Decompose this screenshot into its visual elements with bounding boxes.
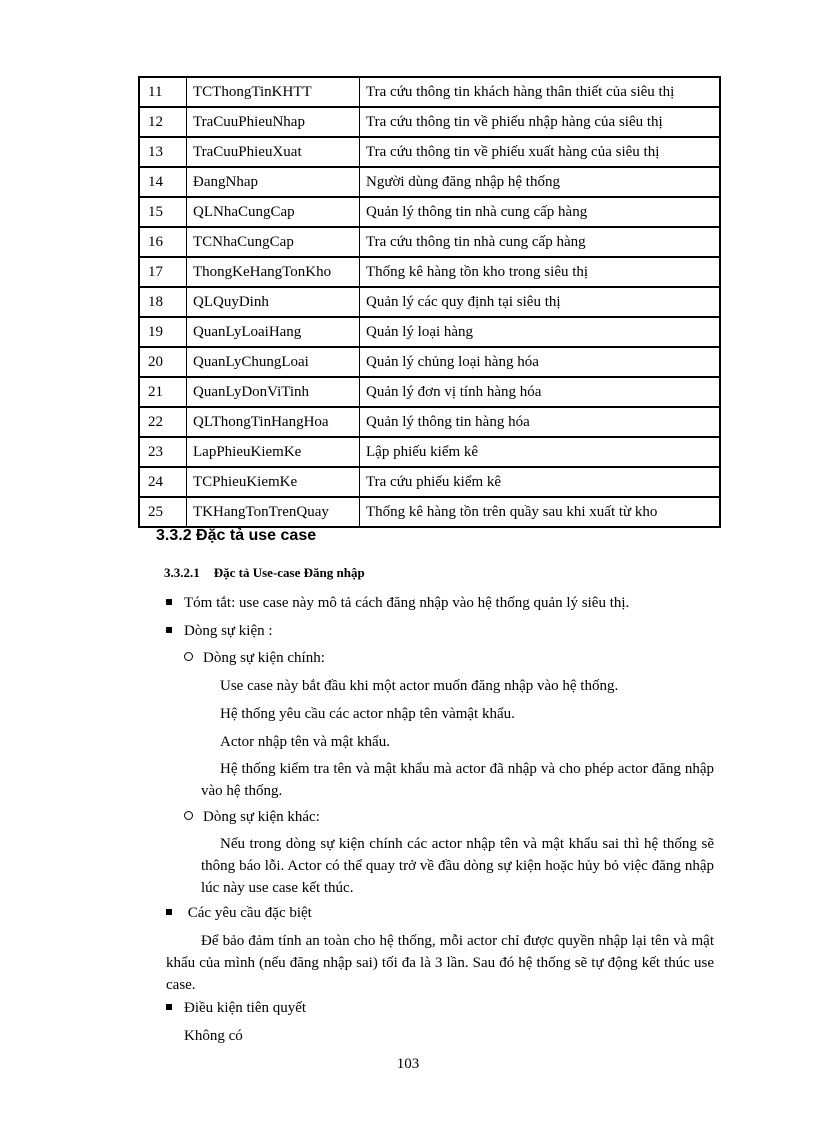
use-case-description-cell: Quản lý thông tin hàng hóa bbox=[360, 407, 721, 437]
alt-flow-item bbox=[184, 807, 320, 827]
subsection-title: Đặc tả Use-case Đăng nhập bbox=[213, 565, 365, 580]
use-case-table-body bbox=[139, 77, 720, 527]
use-case-name-cell: QuanLyDonViTinh bbox=[187, 377, 360, 407]
use-case-name-cell: QuanLyChungLoai bbox=[187, 347, 360, 377]
use-case-description-cell: Tra cứu phiếu kiểm kê bbox=[360, 467, 721, 497]
table-row bbox=[139, 437, 720, 467]
square-bullet-icon bbox=[166, 599, 172, 605]
use-case-description-cell: Tra cứu thông tin khách hàng thân thiết của siêu thị bbox=[360, 77, 721, 107]
use-case-name-cell: QLThongTinHangHoa bbox=[187, 407, 360, 437]
row-number-cell: 16 bbox=[139, 227, 187, 257]
table-row bbox=[139, 407, 720, 437]
main-flow-step-3: Actor nhập tên và mật khẩu. bbox=[220, 734, 390, 750]
table-row bbox=[139, 317, 720, 347]
use-case-name-cell: TKHangTonTrenQuay bbox=[187, 497, 360, 527]
table-row bbox=[139, 287, 720, 317]
row-number-cell: 11 bbox=[139, 77, 187, 107]
use-case-description-cell: Tra cứu thông tin về phiếu nhập hàng của siêu thị bbox=[360, 107, 721, 137]
row-number-cell: 25 bbox=[139, 497, 187, 527]
alt-flow-heading: Dòng sự kiện khác: bbox=[203, 809, 320, 825]
use-case-name-cell: ThongKeHangTonKho bbox=[187, 257, 360, 287]
use-case-name-cell: QLQuyDinh bbox=[187, 287, 360, 317]
main-flow-step-1: Use case này bắt đầu khi một actor muốn đăng nhập vào hệ thống. bbox=[220, 678, 619, 694]
row-number-cell: 19 bbox=[139, 317, 187, 347]
table-row bbox=[139, 497, 720, 527]
use-case-description-cell: Quản lý đơn vị tính hàng hóa bbox=[360, 377, 721, 407]
summary-text: Tóm tắt: use case này mô tả cách đăng nhập vào hệ thống quản lý siêu thị. bbox=[184, 595, 630, 611]
flow-heading: Dòng sự kiện : bbox=[184, 623, 273, 639]
row-number-cell: 13 bbox=[139, 137, 187, 167]
row-number-cell: 22 bbox=[139, 407, 187, 437]
use-case-description-cell: Thống kê hàng tồn trên quầy sau khi xuất từ kho bbox=[360, 497, 721, 527]
use-case-name-cell: QuanLyLoaiHang bbox=[187, 317, 360, 347]
table-row bbox=[139, 107, 720, 137]
row-number-cell: 23 bbox=[139, 437, 187, 467]
row-number-cell: 15 bbox=[139, 197, 187, 227]
table-row bbox=[139, 167, 720, 197]
use-case-description-cell: Quản lý loại hàng bbox=[360, 317, 721, 347]
table-row bbox=[139, 77, 720, 107]
use-case-description-cell: Tra cứu thông tin nhà cung cấp hàng bbox=[360, 227, 721, 257]
main-flow-item bbox=[184, 648, 325, 668]
row-number-cell: 20 bbox=[139, 347, 187, 377]
flow-item bbox=[166, 621, 273, 641]
row-number-cell: 21 bbox=[139, 377, 187, 407]
summary-item bbox=[166, 593, 629, 613]
use-case-name-cell: ĐangNhap bbox=[187, 167, 360, 197]
row-number-cell: 18 bbox=[139, 287, 187, 317]
special-text: Để bảo đảm tính an toàn cho hệ thống, mỗi actor chỉ được quyền nhập lại tên và mật khẩu của mình (nếu đăng nhập sai) tối đa là 3 lần. Sau đó hệ thống sẽ tự động kết thúc use case. bbox=[166, 933, 714, 993]
circle-bullet-icon bbox=[184, 811, 193, 820]
use-case-description-cell: Thống kê hàng tồn kho trong siêu thị bbox=[360, 257, 721, 287]
square-bullet-icon bbox=[166, 627, 172, 633]
main-flow-step-4: Hệ thống kiểm tra tên và mật khẩu mà actor đã nhập và cho phép actor đăng nhập vào hệ thống. bbox=[201, 761, 714, 799]
square-bullet-icon bbox=[166, 1004, 172, 1010]
table-row bbox=[139, 197, 720, 227]
special-item bbox=[166, 903, 312, 923]
use-case-description-cell: Người dùng đăng nhập hệ thống bbox=[360, 167, 721, 197]
use-case-name-cell: TCPhieuKiemKe bbox=[187, 467, 360, 497]
subsection-heading bbox=[164, 565, 365, 581]
table-row bbox=[139, 257, 720, 287]
use-case-name-cell: TraCuuPhieuXuat bbox=[187, 137, 360, 167]
circle-bullet-icon bbox=[184, 652, 193, 661]
subsection-number: 3.3.2.1 bbox=[164, 565, 200, 580]
section-heading: 3.3.2 Đặc tả use case bbox=[156, 527, 317, 544]
table-row bbox=[139, 467, 720, 497]
alt-flow-text: Nếu trong dòng sự kiện chính các actor nhập tên và mật khẩu sai thì hệ thống sẽ thông báo lỗi. Actor có thể quay trở về đầu dòng sự kiện hoặc hủy bỏ việc đăng nhập lúc này use case kết thúc. bbox=[201, 836, 714, 896]
precondition-text: Không có bbox=[184, 1028, 243, 1044]
table-row bbox=[139, 377, 720, 407]
use-case-table bbox=[138, 76, 721, 528]
precondition-heading: Điều kiện tiên quyết bbox=[184, 1000, 307, 1016]
use-case-description-cell: Tra cứu thông tin về phiếu xuất hàng của siêu thị bbox=[360, 137, 721, 167]
row-number-cell: 14 bbox=[139, 167, 187, 197]
page-number: 103 bbox=[396, 1056, 420, 1072]
use-case-name-cell: TraCuuPhieuNhap bbox=[187, 107, 360, 137]
use-case-description-cell: Quản lý chủng loại hàng hóa bbox=[360, 347, 721, 377]
table-row bbox=[139, 137, 720, 167]
use-case-name-cell: LapPhieuKiemKe bbox=[187, 437, 360, 467]
row-number-cell: 24 bbox=[139, 467, 187, 497]
use-case-name-cell: QLNhaCungCap bbox=[187, 197, 360, 227]
use-case-description-cell: Quản lý thông tin nhà cung cấp hàng bbox=[360, 197, 721, 227]
main-flow-heading: Dòng sự kiện chính: bbox=[203, 650, 325, 666]
special-heading: Các yêu cầu đặc biệt bbox=[187, 905, 312, 921]
use-case-name-cell: TCNhaCungCap bbox=[187, 227, 360, 257]
precondition-item bbox=[166, 998, 306, 1018]
use-case-name-cell: TCThongTinKHTT bbox=[187, 77, 360, 107]
row-number-cell: 17 bbox=[139, 257, 187, 287]
row-number-cell: 12 bbox=[139, 107, 187, 137]
use-case-description-cell: Lập phiếu kiểm kê bbox=[360, 437, 721, 467]
use-case-description-cell: Quản lý các quy định tại siêu thị bbox=[360, 287, 721, 317]
table-row bbox=[139, 347, 720, 377]
table-row bbox=[139, 227, 720, 257]
square-bullet-icon bbox=[166, 909, 172, 915]
main-flow-step-2: Hệ thống yêu cầu các actor nhập tên vàmật khẩu. bbox=[220, 706, 515, 722]
